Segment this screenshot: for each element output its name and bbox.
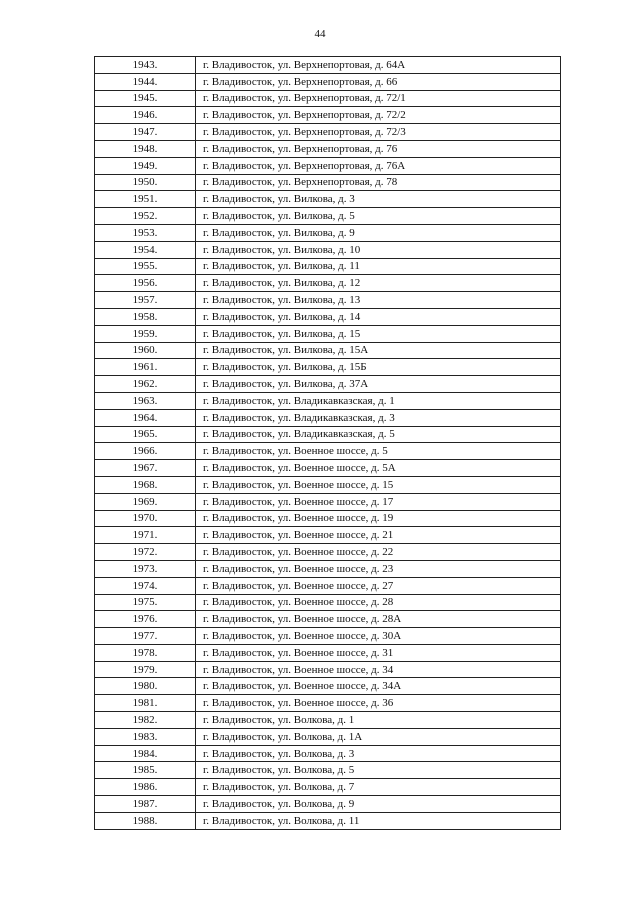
- row-number: 1963.: [95, 392, 196, 409]
- table-row: [95, 224, 561, 241]
- row-address: г. Владивосток, ул. Владикавказская, д. 1: [196, 392, 561, 409]
- row-number: 1986.: [95, 779, 196, 796]
- row-address: г. Владивосток, ул. Верхнепортовая, д. 64А: [196, 57, 561, 74]
- table-row: [95, 460, 561, 477]
- row-address: г. Владивосток, ул. Военное шоссе, д. 34А: [196, 678, 561, 695]
- table-row: [95, 493, 561, 510]
- row-number: 1984.: [95, 745, 196, 762]
- table-row: [95, 544, 561, 561]
- table-row: [95, 443, 561, 460]
- row-number: 1945.: [95, 90, 196, 107]
- table-row: [95, 762, 561, 779]
- row-number: 1976.: [95, 611, 196, 628]
- address-table-body: [95, 57, 561, 830]
- table-row: [95, 208, 561, 225]
- row-address: г. Владивосток, ул. Волкова, д. 1: [196, 712, 561, 729]
- row-address: г. Владивосток, ул. Верхнепортовая, д. 78: [196, 174, 561, 191]
- row-number: 1947.: [95, 124, 196, 141]
- row-number: 1987.: [95, 796, 196, 813]
- table-row: [95, 308, 561, 325]
- row-address: г. Владивосток, ул. Военное шоссе, д. 17: [196, 493, 561, 510]
- row-address: г. Владивосток, ул. Военное шоссе, д. 34: [196, 661, 561, 678]
- table-row: [95, 342, 561, 359]
- row-address: г. Владивосток, ул. Верхнепортовая, д. 72/2: [196, 107, 561, 124]
- table-row: [95, 107, 561, 124]
- row-address: г. Владивосток, ул. Военное шоссе, д. 23: [196, 560, 561, 577]
- table-row: [95, 695, 561, 712]
- row-address: г. Владивосток, ул. Военное шоссе, д. 28: [196, 594, 561, 611]
- row-address: г. Владивосток, ул. Военное шоссе, д. 36: [196, 695, 561, 712]
- table-row: [95, 392, 561, 409]
- row-number: 1980.: [95, 678, 196, 695]
- row-address: г. Владивосток, ул. Волкова, д. 11: [196, 812, 561, 829]
- table-row: [95, 611, 561, 628]
- row-number: 1966.: [95, 443, 196, 460]
- row-number: 1957.: [95, 292, 196, 309]
- row-number: 1968.: [95, 476, 196, 493]
- row-number: 1983.: [95, 728, 196, 745]
- table-row: [95, 258, 561, 275]
- table-row: [95, 73, 561, 90]
- row-number: 1973.: [95, 560, 196, 577]
- row-number: 1972.: [95, 544, 196, 561]
- row-address: г. Владивосток, ул. Верхнепортовая, д. 72/1: [196, 90, 561, 107]
- table-row: [95, 510, 561, 527]
- row-address: г. Владивосток, ул. Верхнепортовая, д. 76: [196, 140, 561, 157]
- table-row: [95, 57, 561, 74]
- table-row: [95, 527, 561, 544]
- row-number: 1943.: [95, 57, 196, 74]
- row-address: г. Владивосток, ул. Военное шоссе, д. 28А: [196, 611, 561, 628]
- row-number: 1979.: [95, 661, 196, 678]
- row-number: 1981.: [95, 695, 196, 712]
- row-address: г. Владивосток, ул. Верхнепортовая, д. 72/3: [196, 124, 561, 141]
- row-address: г. Владивосток, ул. Военное шоссе, д. 30А: [196, 628, 561, 645]
- row-address: г. Владивосток, ул. Верхнепортовая, д. 76А: [196, 157, 561, 174]
- row-address: г. Владивосток, ул. Волкова, д. 1А: [196, 728, 561, 745]
- row-number: 1954.: [95, 241, 196, 258]
- row-address: г. Владивосток, ул. Вилкова, д. 37А: [196, 376, 561, 393]
- table-row: [95, 292, 561, 309]
- row-number: 1985.: [95, 762, 196, 779]
- row-number: 1969.: [95, 493, 196, 510]
- table-row: [95, 644, 561, 661]
- row-address: г. Владивосток, ул. Вилкова, д. 14: [196, 308, 561, 325]
- row-number: 1961.: [95, 359, 196, 376]
- row-number: 1959.: [95, 325, 196, 342]
- row-number: 1944.: [95, 73, 196, 90]
- page-number: 44: [314, 28, 326, 40]
- table-row: [95, 560, 561, 577]
- row-number: 1988.: [95, 812, 196, 829]
- table-row: [95, 476, 561, 493]
- row-number: 1948.: [95, 140, 196, 157]
- row-address: г. Владивосток, ул. Волкова, д. 3: [196, 745, 561, 762]
- table-row: [95, 577, 561, 594]
- table-row: [95, 628, 561, 645]
- table-row: [95, 712, 561, 729]
- row-number: 1967.: [95, 460, 196, 477]
- table-row: [95, 90, 561, 107]
- table-row: [95, 157, 561, 174]
- table-row: [95, 661, 561, 678]
- table-row: [95, 594, 561, 611]
- table-row: [95, 191, 561, 208]
- row-number: 1953.: [95, 224, 196, 241]
- row-address: г. Владивосток, ул. Волкова, д. 5: [196, 762, 561, 779]
- table-row: [95, 275, 561, 292]
- row-address: г. Владивосток, ул. Волкова, д. 9: [196, 796, 561, 813]
- row-address: г. Владивосток, ул. Вилкова, д. 13: [196, 292, 561, 309]
- address-table: [94, 56, 561, 830]
- row-number: 1958.: [95, 308, 196, 325]
- row-number: 1962.: [95, 376, 196, 393]
- table-row: [95, 241, 561, 258]
- table-row: [95, 376, 561, 393]
- table-row: [95, 124, 561, 141]
- row-address: г. Владивосток, ул. Военное шоссе, д. 5: [196, 443, 561, 460]
- row-address: г. Владивосток, ул. Вилкова, д. 5: [196, 208, 561, 225]
- row-address: г. Владивосток, ул. Вилкова, д. 15: [196, 325, 561, 342]
- row-number: 1951.: [95, 191, 196, 208]
- table-row: [95, 779, 561, 796]
- row-address: г. Владивосток, ул. Военное шоссе, д. 21: [196, 527, 561, 544]
- row-number: 1955.: [95, 258, 196, 275]
- table-row: [95, 796, 561, 813]
- row-address: г. Владивосток, ул. Военное шоссе, д. 31: [196, 644, 561, 661]
- row-number: 1964.: [95, 409, 196, 426]
- row-address: г. Владивосток, ул. Вилкова, д. 15Б: [196, 359, 561, 376]
- row-address: г. Владивосток, ул. Вилкова, д. 3: [196, 191, 561, 208]
- row-address: г. Владивосток, ул. Владикавказская, д. 5: [196, 426, 561, 443]
- row-address: г. Владивосток, ул. Военное шоссе, д. 15: [196, 476, 561, 493]
- table-row: [95, 426, 561, 443]
- table-row: [95, 745, 561, 762]
- row-address: г. Владивосток, ул. Волкова, д. 7: [196, 779, 561, 796]
- row-number: 1971.: [95, 527, 196, 544]
- row-number: 1974.: [95, 577, 196, 594]
- row-address: г. Владивосток, ул. Военное шоссе, д. 19: [196, 510, 561, 527]
- row-number: 1965.: [95, 426, 196, 443]
- row-number: 1956.: [95, 275, 196, 292]
- table-row: [95, 325, 561, 342]
- row-number: 1970.: [95, 510, 196, 527]
- table-row: [95, 409, 561, 426]
- table-row: [95, 728, 561, 745]
- row-address: г. Владивосток, ул. Вилкова, д. 10: [196, 241, 561, 258]
- table-row: [95, 812, 561, 829]
- row-number: 1949.: [95, 157, 196, 174]
- row-number: 1977.: [95, 628, 196, 645]
- row-address: г. Владивосток, ул. Военное шоссе, д. 22: [196, 544, 561, 561]
- table-row: [95, 678, 561, 695]
- row-address: г. Владивосток, ул. Владикавказская, д. 3: [196, 409, 561, 426]
- row-number: 1952.: [95, 208, 196, 225]
- row-number: 1975.: [95, 594, 196, 611]
- row-number: 1950.: [95, 174, 196, 191]
- row-address: г. Владивосток, ул. Вилкова, д. 12: [196, 275, 561, 292]
- row-number: 1960.: [95, 342, 196, 359]
- row-address: г. Владивосток, ул. Верхнепортовая, д. 66: [196, 73, 561, 90]
- table-row: [95, 174, 561, 191]
- row-address: г. Владивосток, ул. Вилкова, д. 9: [196, 224, 561, 241]
- table-row: [95, 359, 561, 376]
- row-address: г. Владивосток, ул. Военное шоссе, д. 27: [196, 577, 561, 594]
- row-address: г. Владивосток, ул. Вилкова, д. 11: [196, 258, 561, 275]
- row-address: г. Владивосток, ул. Военное шоссе, д. 5А: [196, 460, 561, 477]
- row-address: г. Владивосток, ул. Вилкова, д. 15А: [196, 342, 561, 359]
- table-row: [95, 140, 561, 157]
- row-number: 1946.: [95, 107, 196, 124]
- row-number: 1978.: [95, 644, 196, 661]
- row-number: 1982.: [95, 712, 196, 729]
